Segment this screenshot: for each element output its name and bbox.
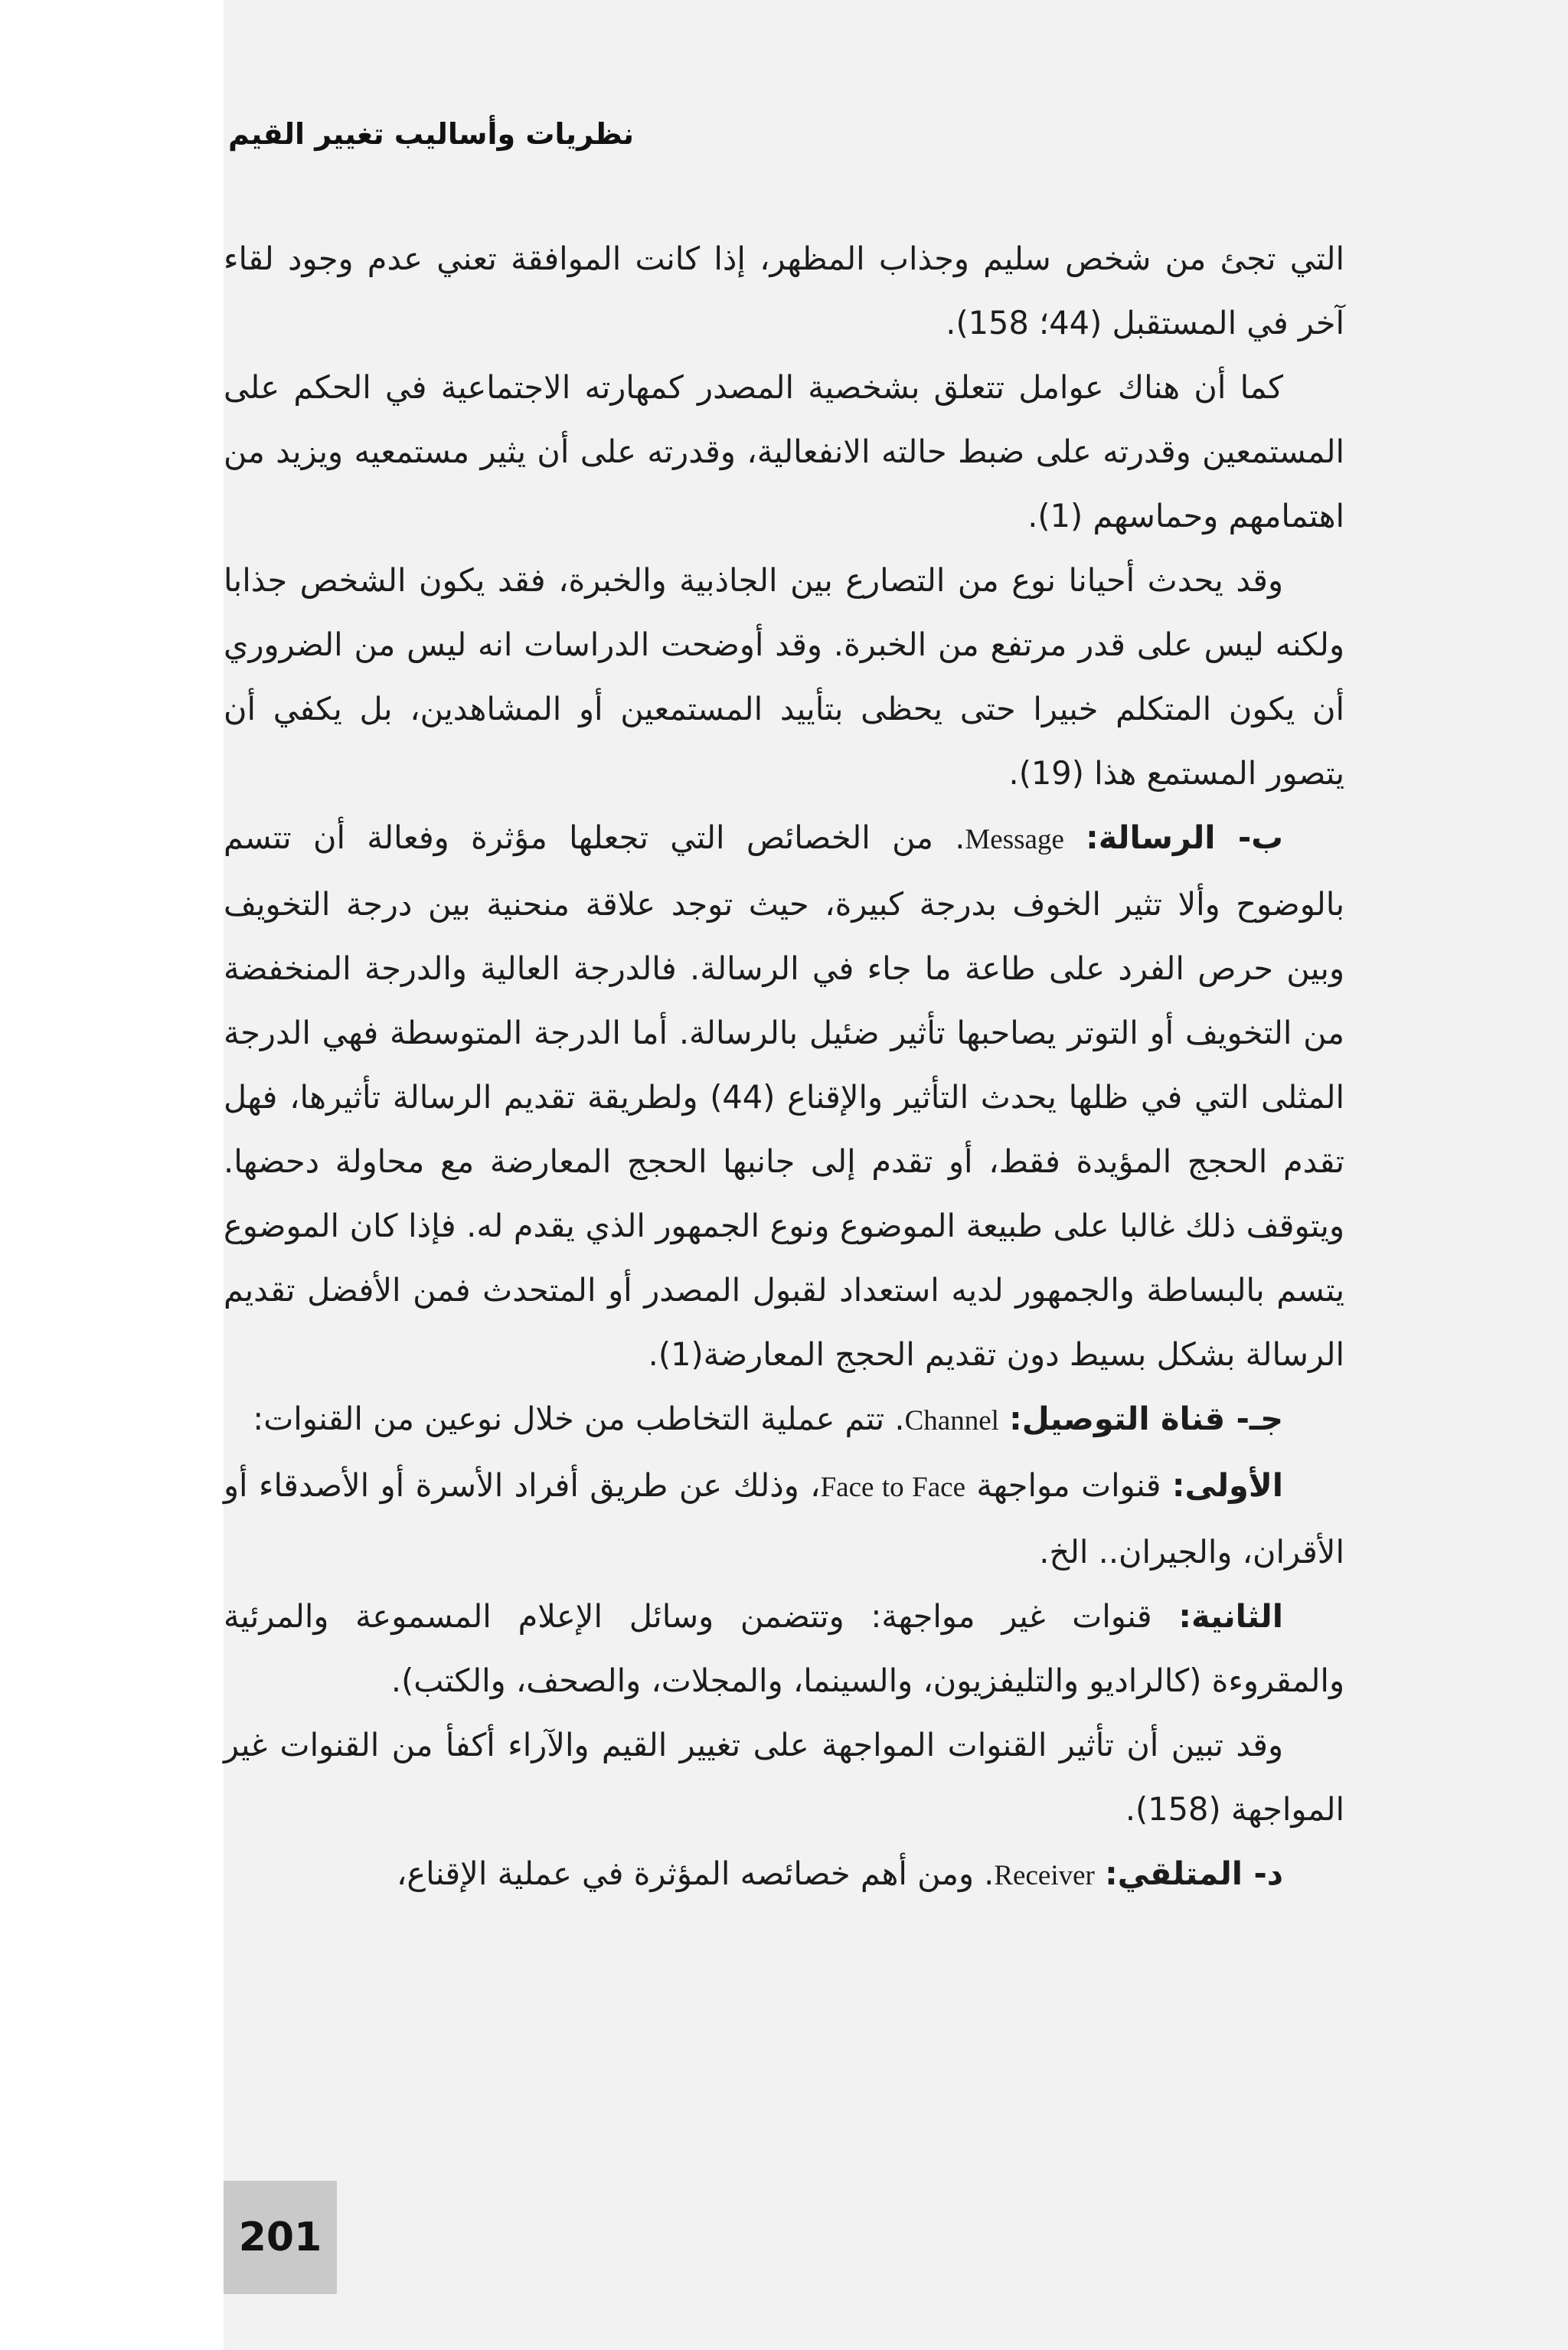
page-number: 201 bbox=[238, 2214, 322, 2260]
paragraph-receiver-text: . ومن أهم خصائصه المؤثرة في عملية الإقناع، bbox=[397, 1855, 995, 1892]
first-channel-text: ، وذلك عن طريق أفراد الأسرة أو الأصدقاء أو الأقران، والجيران.. الخ. bbox=[224, 1466, 1344, 1570]
first-channel-pre: قنوات مواجهة bbox=[965, 1466, 1172, 1504]
paragraph-2: كما أن هناك عوامل تتعلق بشخصية المصدر كمهارته الاجتماعية في الحكم على المستمعين وقدرته على ضبط حالته الانفعالية، وقدرته على أن يثير مستمعيه ويزيد من اهتمامهم وحماسهم (1). bbox=[224, 368, 1344, 534]
label-first: الأولى: bbox=[1171, 1466, 1283, 1504]
paragraph-message-text: . من الخصائص التي تجعلها مؤثرة وفعالة أن تتسم بالوضوح وألا تثير الخوف بدرجة كبيرة، حيث توجد علاقة منحنية بين درجة التخويف وبين حرص الفرد على طاعة ما جاء في الرسالة. فالدرجة العالية والدرجة المنخفضة من التخويف أو التوتر يصاحبها تأثير ضئيل بالرسالة. أما الدرجة المتوسطة فهي الدرجة المثلى التي في ظلها يحدث التأثير والإقناع (44) ولطريقة تقديم الرسالة تأثيرها، فهل تقدم الحجج المؤيدة فقط، أو تقدم إلى جانبها الحجج المعارضة مع محاولة دحضها. ويتوقف ذلك غالبا على طبيعة الموضوع ونوع الجمهور الذي يقدم له. فإذا كان الموضوع يتسم بالبساطة والجمهور لديه استعداد لقبول المصدر أو المتحدث فمن الأفضل تقديم الرسالة بشكل بسيط دون تقديم الحجج المعارضة(1). bbox=[224, 819, 1344, 1373]
running-header-title: نظريات وأساليب تغيير القيم bbox=[228, 117, 634, 151]
paragraph-3: وقد يحدث أحيانا نوع من التصارع بين الجاذبية والخبرة، فقد يكون الشخص جذابا ولكنه ليس على قدر مرتفع من الخبرة. وقد أوضحت الدراسات انه ليس من الضروري أن يكون المتكلم خبيرا حتى يحظى بتأييد المستمعين أو المشاهدين، بل يكفي أن يتصور المستمع هذا (19). bbox=[224, 561, 1344, 792]
body-text bbox=[224, 227, 1344, 1908]
paragraph-1: التي تجئ من شخص سليم وجذاب المظهر، إذا كانت الموافقة تعني عدم وجود لقاء آخر في المستقبل (44؛ 158). bbox=[224, 240, 1344, 342]
second-channel-text: قنوات غير مواجهة: وتتضمن وسائل الإعلام المسموعة والمرئية والمقروءة (كالراديو والتليفزيون، والسينما، والمجلات، والصحف، والكتب). bbox=[224, 1597, 1344, 1699]
paragraph-channel bbox=[224, 1387, 1344, 1453]
term-face-to-face: Face to Face bbox=[820, 1472, 965, 1503]
paragraph-message bbox=[224, 806, 1344, 1387]
term-channel: Channel bbox=[904, 1405, 999, 1436]
section-label-channel: جـ- قناة التوصيل: bbox=[1009, 1400, 1283, 1437]
paragraph-channel-effect: وقد تبين أن تأثير القنوات المواجهة على تغيير القيم والآراء أكفأ من القنوات غير المواجهة (158). bbox=[224, 1726, 1344, 1828]
label-second: الثانية: bbox=[1178, 1597, 1283, 1635]
term-message: Message bbox=[965, 824, 1064, 855]
paragraph-second-channel bbox=[224, 1584, 1344, 1713]
paragraph-channel-text: . تتم عملية التخاطب من خلال نوعين من القنوات: bbox=[253, 1400, 905, 1437]
page-number-box bbox=[224, 2181, 337, 2294]
paragraph-receiver bbox=[224, 1842, 1344, 1908]
paragraph-first-channel bbox=[224, 1453, 1344, 1584]
section-label-message: ب- الرسالة: bbox=[1086, 819, 1283, 856]
section-label-receiver: د- المتلقي: bbox=[1105, 1855, 1283, 1892]
term-receiver: Receiver bbox=[994, 1860, 1095, 1891]
